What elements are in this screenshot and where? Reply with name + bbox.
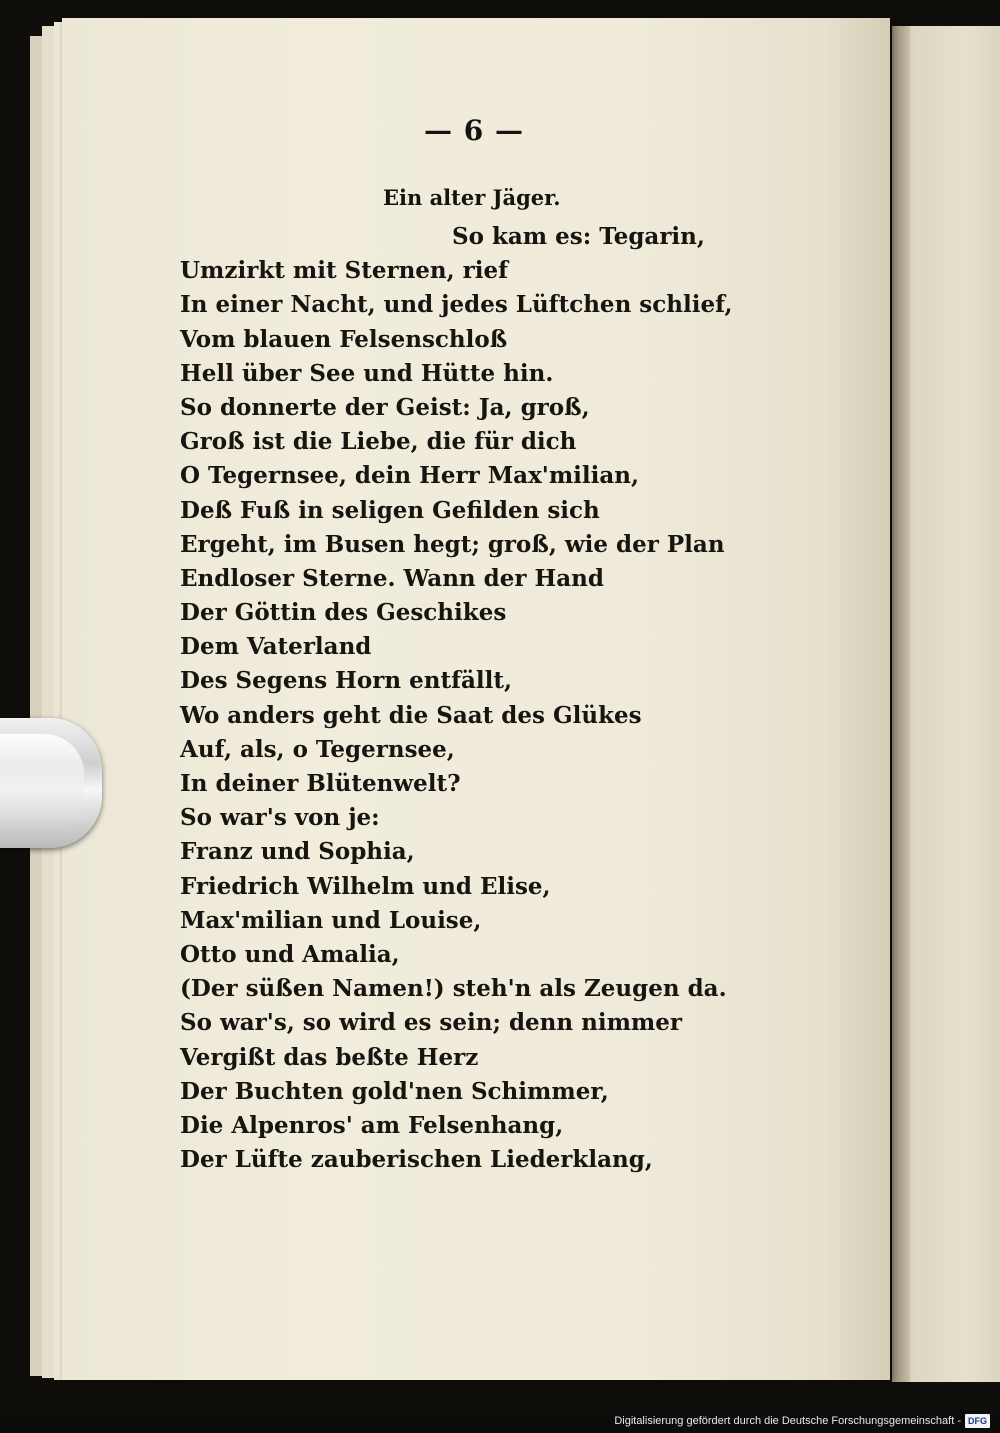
poem-line: So war's, so wird es sein; denn nimmer [180,1009,683,1037]
page-number: — 6 — [424,114,524,147]
poem-line: Die Alpenros' am Felsenhang, [180,1111,564,1139]
poem-line: In deiner Blütenwelt? [180,770,461,797]
poem-line: Friedrich Wilhelm und Elise, [180,872,551,900]
poem-line: Dem Vaterland [180,633,372,661]
poem-line: Der Buchten gold'nen Schimmer, [180,1077,609,1105]
poem-line: So donnerte der Geist: Ja, groß, [180,393,590,421]
footer-credit: Digitalisierung gefördert durch die Deutsche Forschungsgemeinschaft - [614,1414,961,1427]
poem-line: Endloser Sterne. Wann der Hand [180,564,604,592]
poem-line: Der Lüfte zauberischen Liederklang, [180,1146,653,1174]
poem-line: Max'milian und Louise, [180,906,482,934]
footer [614,1410,990,1431]
poem-line: Groß ist die Liebe, die für dich [180,428,577,456]
facing-page [892,26,1000,1382]
poem-line: Umzirkt mit Sternen, rief [180,257,509,285]
poem-line: Otto und Amalia, [180,940,400,968]
glass-clamp [0,718,102,848]
poem-line: Der Göttin des Geschikes [180,599,507,627]
poem-line: Franz und Sophia, [180,838,415,866]
poem-line: Ergeht, im Busen hegt; groß, wie der Plan [180,530,725,558]
poem-text [180,220,750,1177]
poem-line: So war's von je: [180,804,380,832]
dfg-logo-icon: DFG [965,1414,990,1428]
poem-line: O Tegernsee, dein Herr Max'milian, [180,462,640,490]
poem-line: Hell über See und Hütte hin. [180,359,554,387]
poem-line: Vergißt das beßte Herz [180,1043,479,1071]
poem-title: Ein alter Jäger. [383,185,561,210]
poem-line: Wo anders geht die Saat des Glükes [180,701,642,729]
book-spine [892,26,910,1382]
poem-line: Deß Fuß in seligen Gefilden sich [180,496,600,524]
poem-line: In einer Nacht, und jedes Lüftchen schlief, [180,291,733,319]
poem-line: (Der süßen Namen!) steh'n als Zeugen da. [180,975,727,1003]
poem-line: Vom blauen Felsenschloß [180,325,508,353]
poem-line: Des Segens Horn entfällt, [180,667,512,695]
poem-line: Auf, als, o Tegernsee, [180,735,455,763]
poem-line: So kam es: Tegarin, [452,223,705,250]
